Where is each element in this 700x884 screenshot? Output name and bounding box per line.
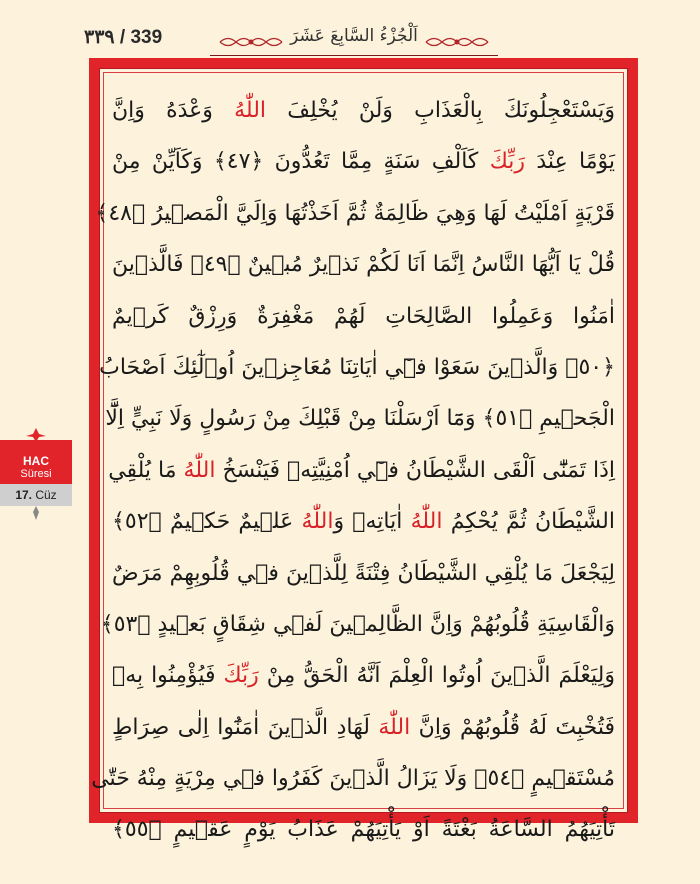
divine-name-highlight: اللّٰهُ — [410, 509, 443, 535]
surah-name: HAC — [23, 454, 49, 468]
verse-line: وَالْقَاسِيَةِ قُلُوبُهُمْ وَاِنَّ الظَّالِم۪ينَ لَف۪ي شِقَاقٍ بَع۪يدٍ ﴿٥٣﴾ — [100, 611, 615, 637]
verse-line: اٰمَنُوا وَعَمِلُوا الصَّالِحَاتِ لَهُمْ مَغْفِرَةٌ وَرِزْقٌ كَر۪يمٌ — [112, 303, 615, 329]
juz-number: 17. — [15, 488, 32, 502]
verse-line: اِذَا تَمَنّٰٓى اَلْقَى الشَّيْطَانُ ف۪ٓي اُمْنِيَّتِه۪ فَيَنْسَخُ اللّٰهُ مَا يُلْقِي — [108, 457, 615, 483]
verse-line: الشَّيْطَانُ ثُمَّ يُحْكِمُ اللّٰهُ اٰيَاتِه۪ وَاللّٰهُ عَل۪يمٌ حَك۪يمٌ ﴿٥٢﴾ — [112, 509, 615, 535]
text-panel — [91, 68, 628, 843]
verse-line: الْجَح۪يمِ ﴿٥١﴾ وَمَٓا اَرْسَلْنَا مِنْ قَبْلِكَ مِنْ رَسُولٍ وَلَا نَبِيٍّ اِلَّٓا — [105, 406, 615, 432]
juz-title: اَلْجُزْءُ السَّابِعَ عَشَرَ — [290, 26, 418, 46]
verse-line: يَوْمًا عِنْدَ رَبِّكَ كَاَلْفِ سَنَةٍ مِمَّا تَعُدُّونَ ﴿٤٧﴾ وَكَاَيِّنْ مِنْ — [112, 149, 615, 175]
page-number: ٣٣٩ / 339 — [84, 27, 163, 48]
divine-name-highlight: اللّٰهُ — [183, 457, 216, 483]
divine-name-highlight: اللّٰهَ — [378, 714, 411, 740]
header-rule — [210, 55, 498, 56]
verse-line: وَلِيَعْلَمَ الَّذ۪ينَ اُوتُوا الْعِلْمَ اَنَّهُ الْحَقُّ مِنْ رَبِّكَ فَيُؤْمِنُوا بِه۪ — [112, 663, 615, 689]
divine-name-highlight: رَبِّكَ — [223, 663, 259, 689]
page-frame — [89, 58, 638, 843]
verse-line: ﴿٥٠﴾ وَالَّذ۪ينَ سَعَوْا ف۪ٓي اٰيَاتِنَا مُعَاجِز۪ينَ اُو۬لٰٓئِكَ اَصْحَابُ — [99, 354, 615, 380]
verse-line: وَيَسْتَعْجِلُونَكَ بِالْعَذَابِ وَلَنْ يُخْلِفَ اللّٰهُ وَعْدَهُ وَاِنَّ — [112, 98, 615, 123]
fleur-ornament-icon — [30, 506, 42, 520]
juz-word: Cüz — [35, 488, 57, 502]
surah-label: Süresi — [20, 468, 52, 480]
verse-line: قَرْيَةٍ اَمْلَيْتُ لَهَا وَهِيَ ظَالِمَةٌ ثُمَّ اَخَذْتُهَا وَاِلَيَّ الْمَص۪يرُ ﴿٤٨﴾ — [95, 200, 615, 226]
verse-line: لِيَجْعَلَ مَا يُلْقِي الشَّيْطَانُ فِتْنَةً لِلَّذ۪ينَ ف۪ي قُلُوبِهِمْ مَرَضٌ — [112, 560, 615, 586]
divine-name-highlight: رَبِّكَ — [489, 149, 526, 175]
verse-lines — [91, 85, 616, 856]
divine-name-highlight: اللّٰهُ — [301, 509, 334, 535]
verse-line: فَتُخْبِتَ لَهُ قُلُوبُهُمْ وَاِنَّ اللّٰهَ لَهَادِ الَّذ۪ينَ اٰمَنُٓوا اِلٰى صِرَاطٍ — [112, 714, 616, 740]
verse-line: تَأْتِيَهُمُ السَّاعَةُ بَغْتَةً اَوْ يَأْتِيَهُمْ عَذَابُ يَوْمٍ عَق۪يمٍ ﴿٥٥﴾ — [112, 817, 615, 843]
juz-header — [210, 22, 498, 58]
header-ornament-icon — [424, 34, 490, 50]
verse-line: مُسْتَق۪يمٍ ﴿٥٤﴾ وَلَا يَزَالُ الَّذ۪ينَ كَفَرُوا ف۪ي مِرْيَةٍ مِنْهُ حَتّٰى — [91, 766, 615, 792]
divine-name-highlight: اللّٰهُ — [234, 98, 267, 123]
juz-label — [0, 488, 72, 502]
verse-line: قُلْ يَا اَيُّهَا النَّاسُ اِنَّمَا اَنَا لَكُمْ نَذ۪يرٌ مُب۪ينٌ ﴿٤٩﴾ فَالَّذ۪ينَ — [112, 252, 615, 278]
